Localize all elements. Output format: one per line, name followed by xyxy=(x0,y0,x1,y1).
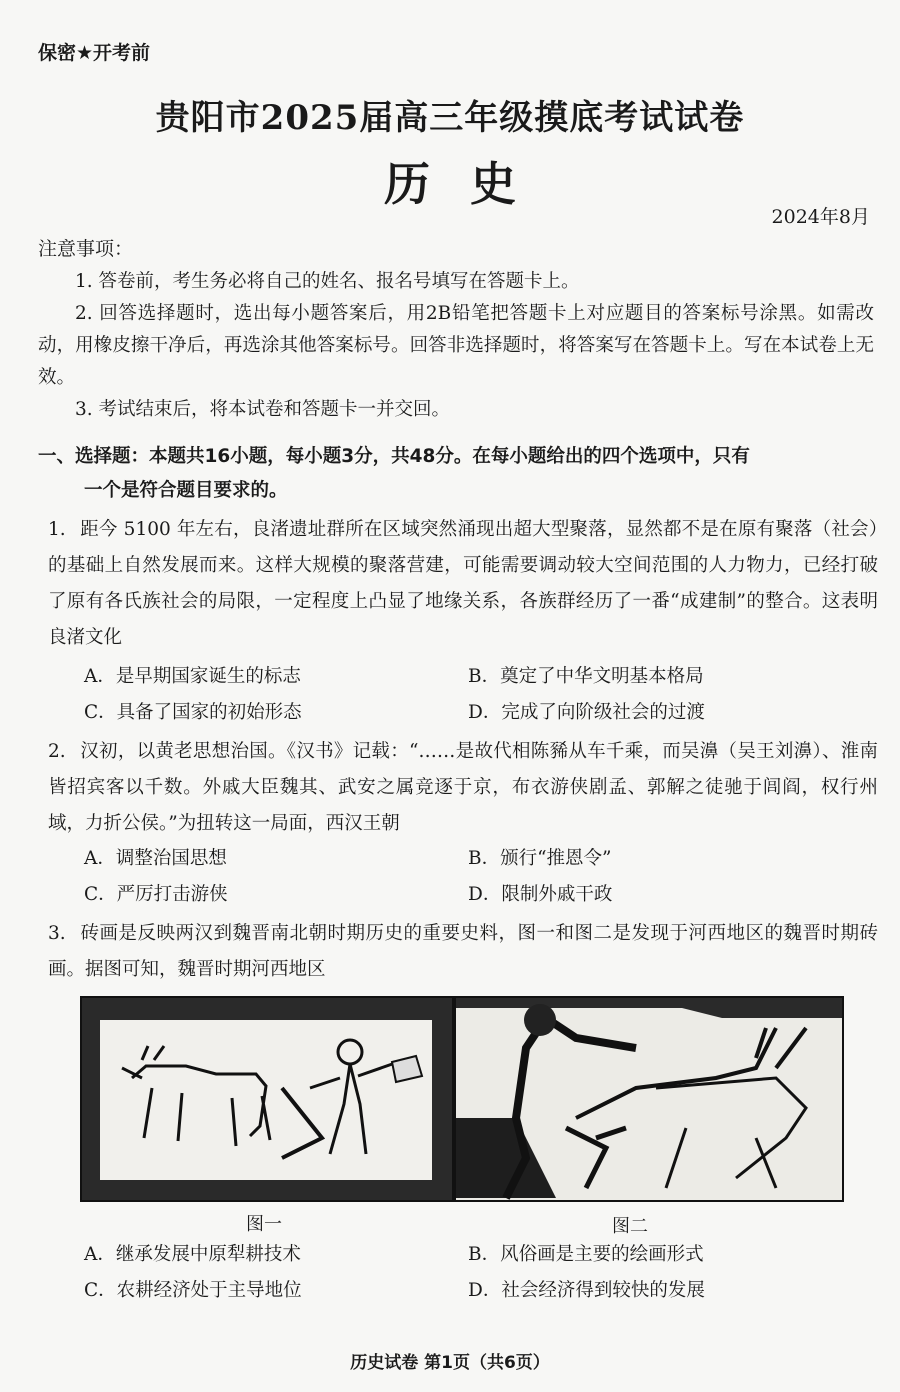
q1-option-d: D．完成了向阶级社会的过渡 xyxy=(468,702,705,723)
question-1 xyxy=(48,512,878,656)
section-heading-line2: 一个是符合题目要求的。 xyxy=(84,480,288,501)
subject-title: 历史 xyxy=(384,157,556,211)
q3-option-b: B．风俗画是主要的绘画形式 xyxy=(468,1244,704,1265)
q1-option-b: B．奠定了中华文明基本格局 xyxy=(468,666,704,687)
question-2 xyxy=(48,734,878,842)
plowing-ox-icon xyxy=(82,998,452,1200)
q2-option-c: C．严厉打击游侠 xyxy=(84,884,228,905)
page-footer: 历史试卷 第1页（共6页） xyxy=(350,1353,550,1373)
question-3 xyxy=(48,916,878,988)
question-number: 1. xyxy=(48,519,66,540)
notice-list xyxy=(38,266,874,426)
question-number: 3. xyxy=(48,923,66,944)
q1-option-a: A．是早期国家诞生的标志 xyxy=(84,666,301,687)
question-number: 2. xyxy=(48,741,66,762)
q2-option-b: B．颁行“推恩令” xyxy=(468,848,612,869)
figure-1-caption: 图一 xyxy=(246,1214,282,1235)
section-heading xyxy=(38,440,874,508)
question-stem: 距今 5100 年左右，良渚遗址群所在区域突然涌现出超大型聚落，显然都不是在原有聚落（社会）的基础上自然发展而来。这样大规模的聚落营建，可能需要调动较大空间范围的人力物力，已经打破了原有各氏族社会的局限，一定程度上凸显了地缘关系，各族群经历了一番“成建制”的整合。这表明良渚文化 xyxy=(48,519,878,648)
figure-2-caption: 图二 xyxy=(612,1216,648,1237)
exam-date: 2024年8月 xyxy=(771,206,870,228)
question-stem: 砖画是反映两汉到魏晋南北朝时期历史的重要史料，图一和图二是发现于河西地区的魏晋时期砖画。据图可知，魏晋时期河西地区 xyxy=(48,923,878,980)
notice-item-2: 2. 回答选择题时，选出每小题答案后，用2B铅笔把答题卡上对应题目的答案标号涂黑。如需改动，用橡皮擦干净后，再选涂其他答案标号。回答非选择题时，将答案写在答题卡上。写在本试卷上无效。 xyxy=(38,303,874,388)
figure-2-brick-painting xyxy=(454,996,844,1202)
q3-option-a: A．继承发展中原犁耕技术 xyxy=(84,1244,301,1265)
notice-item-1: 1. 答卷前，考生务必将自己的姓名、报名号填写在答题卡上。 xyxy=(75,271,580,292)
confidential-label: 保密★开考前 xyxy=(38,42,151,64)
q3-option-d: D．社会经济得到较快的发展 xyxy=(468,1280,705,1301)
notice-item-3: 3. 考试结束后，将本试卷和答题卡一并交回。 xyxy=(75,399,451,420)
figure-1-brick-painting xyxy=(80,996,454,1202)
q3-option-c: C．农耕经济处于主导地位 xyxy=(84,1280,302,1301)
q1-option-c: C．具备了国家的初始形态 xyxy=(84,702,302,723)
q2-option-a: A．调整治国思想 xyxy=(84,848,227,869)
q2-option-d: D．限制外戚干政 xyxy=(468,884,613,905)
plowing-ox-icon xyxy=(456,998,842,1200)
question-stem: 汉初，以黄老思想治国。《汉书》记载：“……是故代相陈豨从车千乘，而吴濞（吴王刘濞）、淮南皆招宾客以千数。外戚大臣魏其、武安之属竞逐于京，布衣游侠剧孟、郭解之徒驰于闾阎，权行州域，力折公侯。”为扭转这一局面，西汉王朝 xyxy=(48,741,878,834)
notice-heading: 注意事项： xyxy=(38,238,134,260)
exam-title: 贵阳市2025届高三年级摸底考试试卷 xyxy=(155,98,745,138)
section-heading-line1: 一、选择题：本题共16小题，每小题3分，共48分。在每小题给出的四个选项中，只有 xyxy=(38,446,750,467)
